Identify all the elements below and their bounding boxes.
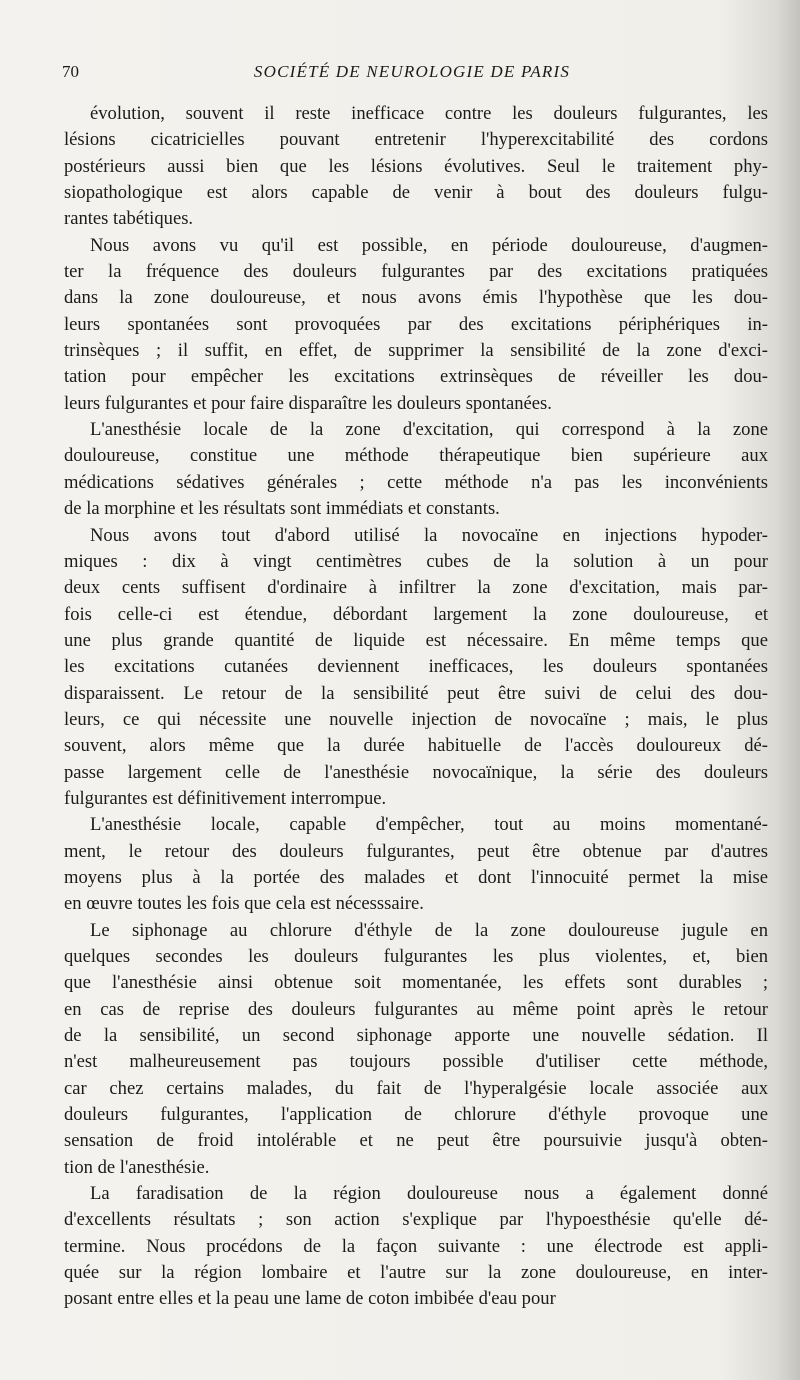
text-line: miques : dix à vingt centimètres cubes de la solution à un pour (64, 550, 768, 572)
text-line: dans la zone douloureuse, et nous avons émis l'hypothèse que les dou- (64, 287, 768, 309)
text-line: postérieurs aussi bien que les lésions évolutives. Seul le traitement phy- (64, 155, 768, 177)
text-line: sensation de froid intolérable et ne peut être poursuivie jusqu'à obten- (64, 1130, 768, 1152)
paragraph (64, 417, 768, 522)
text-line: une plus grande quantité de liquide est nécessaire. En même temps que (64, 629, 768, 651)
text-line: posant entre elles et la peau une lame de coton imbibée d'eau pour (64, 1288, 556, 1310)
text-line: La faradisation de la région douloureuse nous a également donné (90, 1183, 768, 1205)
text-line: fulgurantes est définitivement interrompue. (64, 787, 387, 809)
text-line: termine. Nous procédons de la façon suivante : une électrode est appli- (64, 1235, 768, 1257)
text-line: que l'anesthésie ainsi obtenue soit momentanée, les effets sont durables ; (64, 972, 768, 994)
text-line: douleurs fulgurantes, l'application de chlorure d'éthyle provoque une (64, 1104, 768, 1126)
text-line: tion de l'anesthésie. (64, 1156, 210, 1178)
text-line: L'anesthésie locale, capable d'empêcher, tout au moins momentané- (90, 814, 768, 836)
body-text (64, 101, 768, 1313)
text-line: en œuvre toutes les fois que cela est nécesssaire. (64, 893, 424, 915)
text-line: tation pour empêcher les excitations extrinsèques de réveiller les dou- (64, 366, 768, 388)
text-line: fois celle-ci est étendue, débordant largement la zone douloureuse, et (64, 603, 768, 625)
text-line: quée sur la région lombaire et l'autre sur la zone douloureuse, en inter- (64, 1262, 768, 1284)
text-line: rantes tabétiques. (64, 208, 194, 230)
paragraph (64, 101, 768, 233)
text-line: douloureuse, constitue une méthode thérapeutique bien supérieure aux (64, 445, 768, 467)
text-line: passe largement celle de l'anesthésie novocaïnique, la série des douleurs (64, 761, 768, 783)
text-line: médications sédatives générales ; cette méthode n'a pas les inconvénients (64, 471, 768, 493)
text-line: d'excellents résultats ; son action s'explique par l'hypoesthésie qu'elle dé- (64, 1209, 768, 1231)
text-line: n'est malheureusement pas toujours possible d'utiliser cette méthode, (64, 1051, 768, 1073)
paragraph (64, 523, 768, 813)
text-line: siopathologique est alors capable de venir à bout des douleurs fulgu- (64, 182, 768, 204)
text-line: de la morphine et les résultats sont immédiats et constants. (64, 498, 500, 520)
text-line: leurs, ce qui nécessite une nouvelle injection de novocaïne ; mais, le plus (64, 708, 768, 730)
paragraph (64, 812, 768, 917)
text-line: Nous avons tout d'abord utilisé la novocaïne en injections hypoder- (90, 524, 768, 546)
text-line: L'anesthésie locale de la zone d'excitation, qui correspond à la zone (90, 419, 768, 441)
text-line: souvent, alors même que la durée habituelle de l'accès douloureux dé- (64, 735, 768, 757)
text-line: deux cents suffisent d'ordinaire à infiltrer la zone d'excitation, mais par- (64, 577, 768, 599)
running-title: SOCIÉTÉ DE NEUROLOGIE DE PARIS (253, 62, 571, 81)
text-line: évolution, souvent il reste inefficace contre les douleurs fulgurantes, les (90, 103, 768, 124)
text-line: moyens plus à la portée des malades et dont l'innocuité permet la mise (64, 866, 768, 888)
text-line: disparaissent. Le retour de la sensibilité peut être suivi de celui des dou- (64, 682, 768, 704)
text-line: lésions cicatricielles pouvant entretenir l'hyperexcitabilité des cordons (64, 129, 768, 151)
page-number: 70 (62, 62, 79, 81)
text-line: leurs spontanées sont provoquées par des excitations périphériques in- (64, 313, 768, 335)
text-line: Nous avons vu qu'il est possible, en période douloureuse, d'augmen- (90, 234, 768, 256)
text-line: quelques secondes les douleurs fulgurantes les plus violentes, et, bien (64, 946, 768, 967)
text-line: trinsèques ; il suffit, en effet, de supprimer la sensibilité de la zone d'exci- (64, 340, 768, 362)
text-line: en cas de reprise des douleurs fulgurantes au même point après le retour (64, 998, 768, 1020)
page-header (62, 62, 762, 86)
text-line: Le siphonage au chlorure d'éthyle de la zone douloureuse jugule en (90, 919, 768, 941)
text-line: ter la fréquence des douleurs fulgurantes par des excitations pratiquées (64, 261, 768, 283)
paragraph (64, 233, 768, 417)
text-line: car chez certains malades, du fait de l'hyperalgésie locale associée aux (64, 1077, 768, 1099)
text-line: de la sensibilité, un second siphonage apporte une nouvelle sédation. Il (64, 1025, 768, 1047)
text-line: ment, le retour des douleurs fulgurantes, peut être obtenue par d'autres (64, 840, 768, 862)
text-line: les excitations cutanées deviennent inefficaces, les douleurs spontanées (64, 656, 768, 678)
paragraph (64, 918, 768, 1181)
text-line: leurs fulgurantes et pour faire disparaître les douleurs spontanées. (64, 392, 552, 414)
paragraph (64, 1181, 768, 1313)
